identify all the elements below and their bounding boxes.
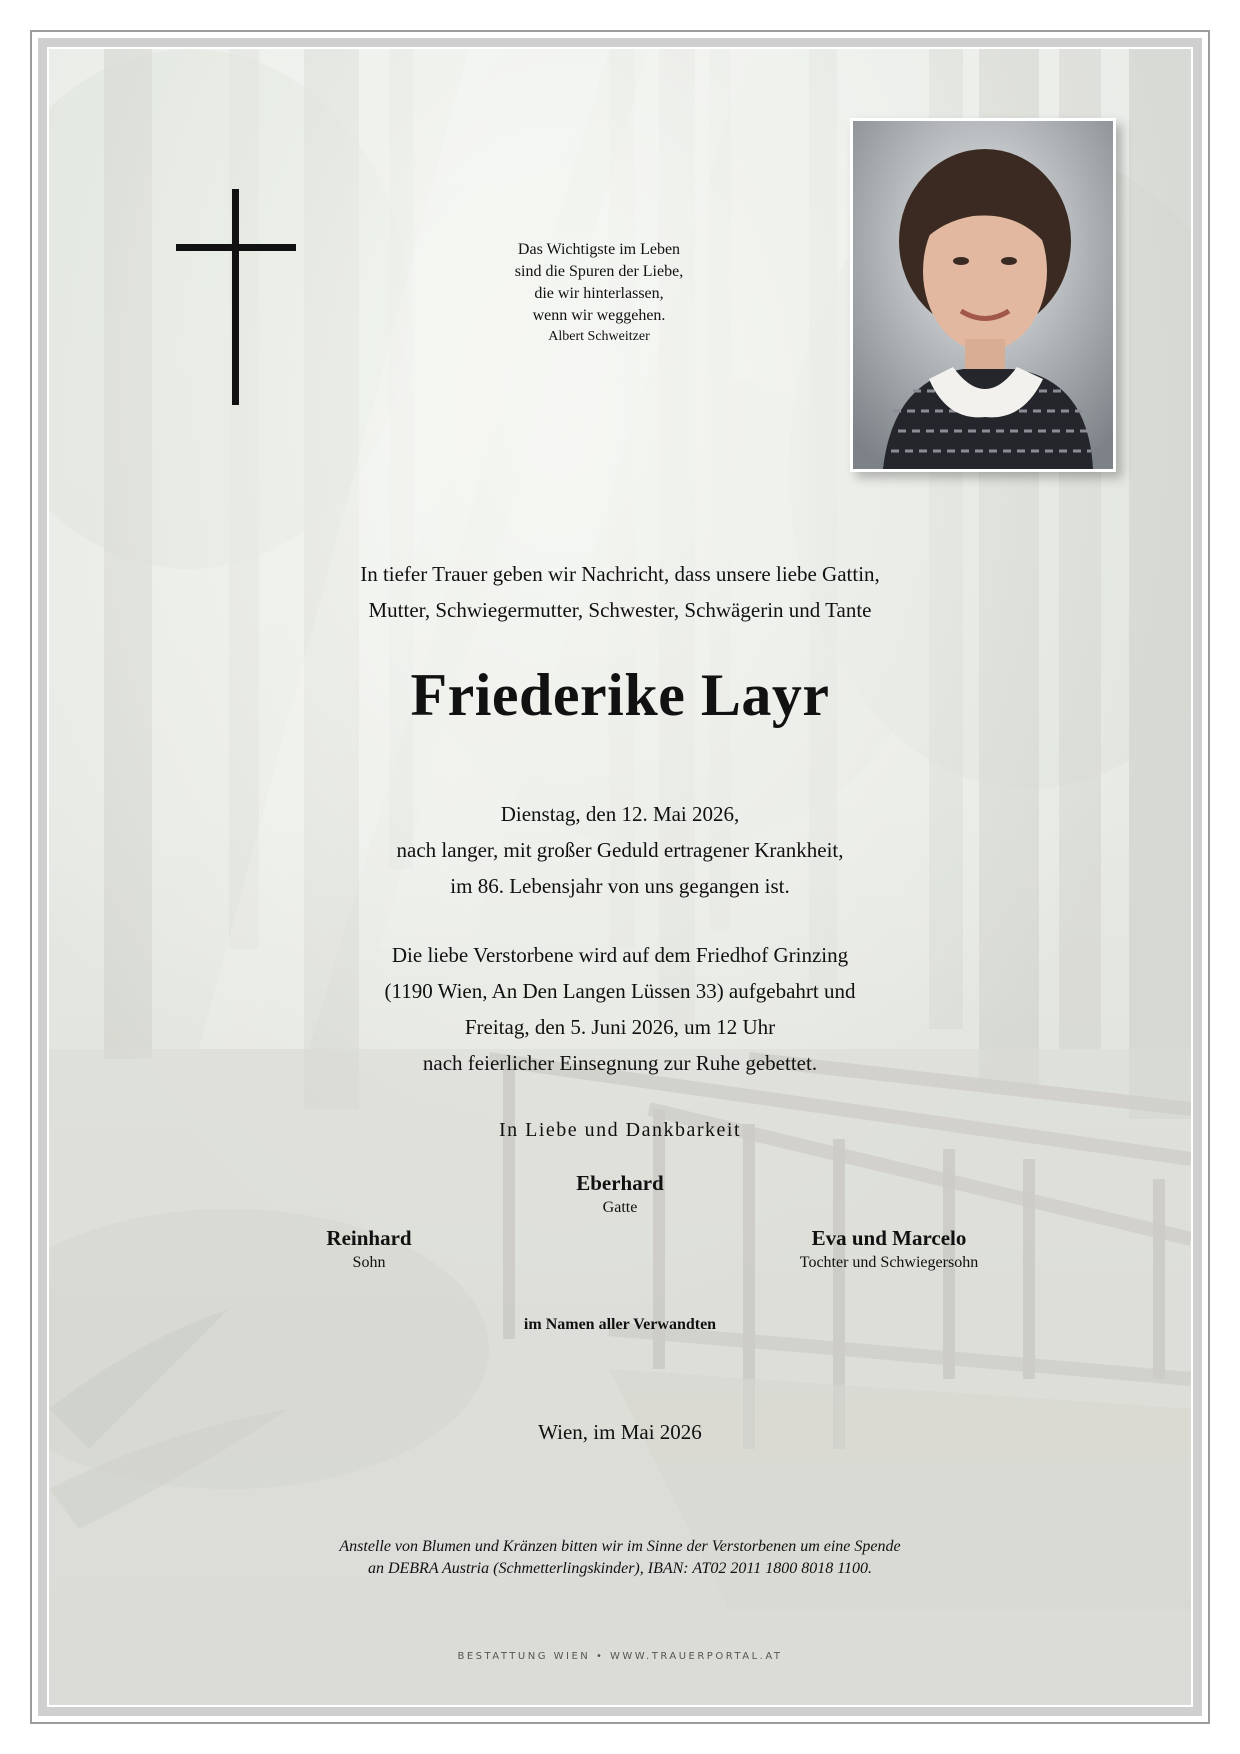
donation-line: an DEBRA Austria (Schmetterlingskinder), IBAN: AT02 2011 1800 8018 1100.: [367, 1560, 873, 1577]
deceased-name: Friederike Layr: [410, 662, 830, 728]
mourner-husband: [520, 1169, 720, 1219]
mourner-name: Reinhard: [326, 1226, 412, 1250]
mourner-relation: Sohn: [352, 1254, 386, 1271]
place-date: Wien, im Mai 2026: [538, 1420, 702, 1444]
death-line: nach langer, mit großer Geduld ertragener Krankheit,: [396, 838, 844, 862]
funeral-line: Die liebe Verstorbene wird auf dem Friedhof Grinzing: [391, 943, 849, 967]
intro-line: Mutter, Schwiegermutter, Schwester, Schwägerin und Tante: [368, 598, 872, 622]
mourner-relation: Gatte: [602, 1199, 638, 1216]
death-line: im 86. Lebensjahr von uns gegangen ist.: [450, 874, 790, 898]
quote-line: Das Wichtigste im Leben: [517, 241, 681, 258]
donation-line: Anstelle von Blumen und Kränzen bitten wir im Sinne der Verstorbenen um eine Spende: [339, 1538, 901, 1555]
cross-icon: [176, 189, 296, 405]
quote-author: Albert Schweitzer: [548, 329, 650, 344]
gratitude-heading: In Liebe und Dankbarkeit: [498, 1119, 742, 1141]
mourner-name: Eva und Marcelo: [811, 1226, 967, 1250]
relatives-note: im Namen aller Verwandten: [523, 1316, 717, 1333]
memorial-quote: [449, 239, 749, 347]
portrait-illustration: [853, 121, 1113, 469]
intro-line: In tiefer Trauer geben wir Nachricht, dass unsere liebe Gattin,: [360, 562, 880, 586]
forest-background: [49, 49, 1191, 1705]
mourner-relation: Tochter und Schwiegersohn: [799, 1254, 979, 1271]
mourner-daughter: [739, 1224, 1039, 1274]
quote-line: die wir hinterlassen,: [534, 285, 664, 302]
quote-line: wenn wir weggehen.: [532, 307, 666, 324]
death-notice: [49, 796, 1191, 904]
funeral-notice: [49, 937, 1191, 1081]
funeral-line: (1190 Wien, An Den Langen Lüssen 33) aufgebahrt und: [384, 979, 856, 1003]
mourner-name: Eberhard: [576, 1171, 664, 1195]
death-line: Dienstag, den 12. Mai 2026,: [500, 802, 740, 826]
funeral-line: nach feierlicher Einsegnung zur Ruhe gebettet.: [422, 1051, 818, 1075]
quote-line: sind die Spuren der Liebe,: [514, 263, 684, 280]
portrait-photo: [850, 118, 1116, 472]
announcement-intro: [49, 556, 1191, 628]
publisher-footer: BESTATTUNG WIEN • WWW.TRAUERPORTAL.AT: [457, 1651, 783, 1662]
mourner-son: [269, 1224, 469, 1274]
funeral-line: Freitag, den 5. Juni 2026, um 12 Uhr: [464, 1015, 776, 1039]
donation-request: [49, 1536, 1191, 1580]
